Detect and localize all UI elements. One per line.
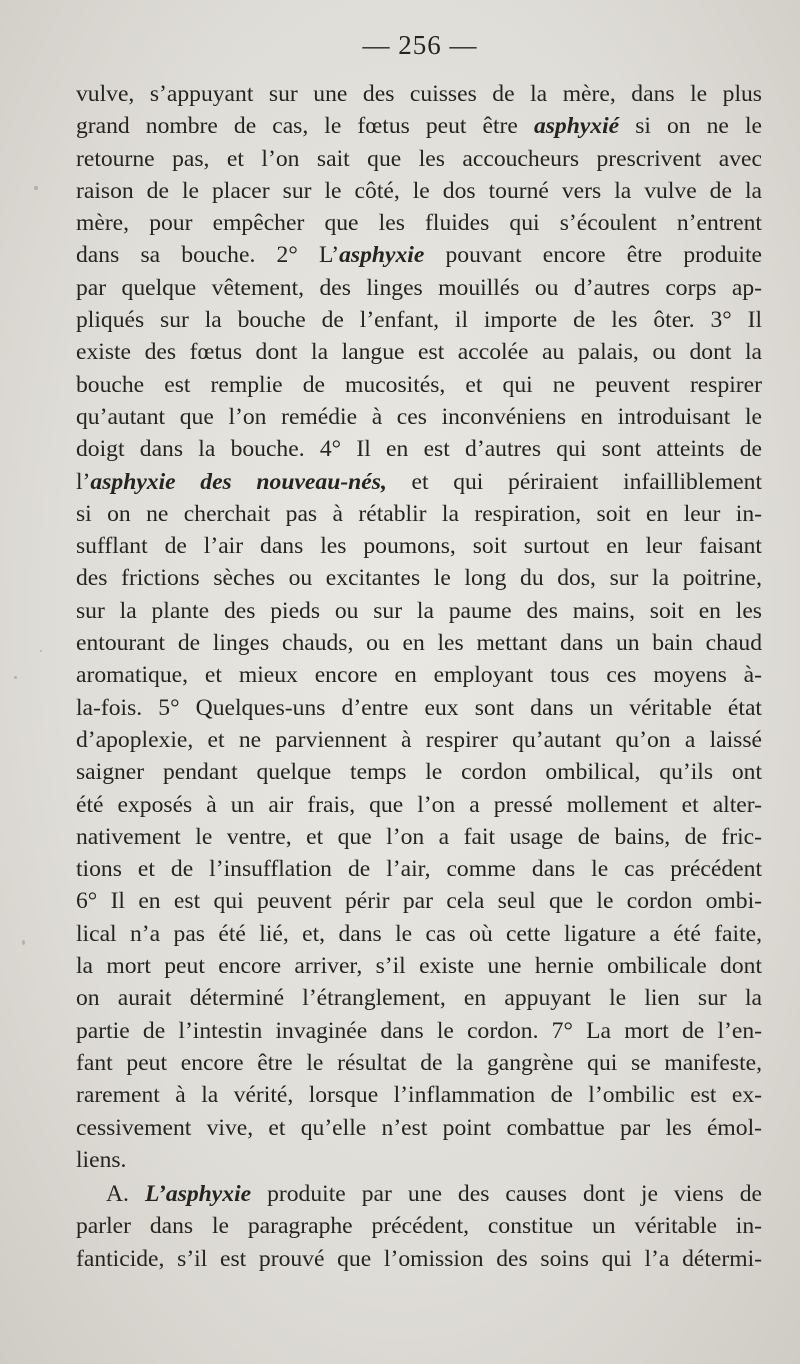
text-line bbox=[76, 918, 762, 950]
text-segment: grand nombre de cas, le fœtus peut être bbox=[76, 113, 534, 140]
text-segment: cessivement vive, et qu’elle n’est point combattue par les émol- bbox=[76, 1114, 762, 1141]
text-segment: l’ bbox=[76, 468, 91, 495]
text-segment: mère, pour empêcher que les fluides qui s’écoulent n’entrent bbox=[76, 210, 762, 237]
text-line bbox=[76, 1243, 762, 1275]
text-segment: parler dans le paragraphe précédent, constitue un véritable in- bbox=[76, 1213, 762, 1240]
text-line bbox=[76, 1112, 762, 1144]
text-line bbox=[76, 433, 762, 465]
text-line bbox=[76, 466, 762, 498]
text-line bbox=[76, 175, 762, 207]
text-segment: produite par une des causes dont je viens de bbox=[251, 1181, 762, 1208]
text-line bbox=[76, 207, 762, 239]
text-segment: entourant de linges chauds, ou en les mettant dans un bain chaud bbox=[76, 630, 762, 657]
text-line bbox=[76, 530, 762, 562]
text-segment: par quelque vêtement, des linges mouillés ou d’autres corps ap- bbox=[76, 274, 762, 301]
text-segment: nativement le ventre, et que l’on a fait usage de bains, de fric- bbox=[76, 823, 762, 850]
italic-term: asphyxie des nouveau-nés, bbox=[90, 468, 387, 495]
text-line bbox=[76, 336, 762, 368]
text-line bbox=[76, 304, 762, 336]
text-line bbox=[76, 627, 762, 659]
text-segment: 6° Il en est qui peuvent périr par cela seul que le cordon ombi- bbox=[76, 888, 762, 915]
paper-speck bbox=[22, 940, 25, 945]
paper-speck bbox=[40, 650, 42, 652]
text-line bbox=[76, 1178, 762, 1210]
text-line bbox=[76, 562, 762, 594]
text-segment: rarement à la vérité, lorsque l’inflammation de l’ombilic est ex- bbox=[76, 1082, 762, 1109]
text-line bbox=[76, 498, 762, 530]
text-segment: d’apoplexie, et ne parviennent à respirer qu’autant qu’on a laissé bbox=[76, 726, 762, 753]
paper-speck bbox=[14, 676, 17, 679]
text-line bbox=[76, 1047, 762, 1079]
text-line bbox=[76, 401, 762, 433]
text-line bbox=[76, 982, 762, 1014]
text-segment: pliqués sur la bouche de l’enfant, il importe de les ôter. 3° Il bbox=[76, 307, 762, 334]
text-segment: aromatique, et mieux encore en employant tous ces moyens à- bbox=[76, 662, 762, 689]
text-segment: sur la plante des pieds ou sur la paume des mains, soit en les bbox=[76, 597, 762, 624]
text-segment: la-fois. 5° Quelques-uns d’entre eux sont dans un véritable état bbox=[76, 694, 762, 721]
text-segment: fant peut encore être le résultat de la gangrène qui se manifeste, bbox=[76, 1049, 762, 1076]
text-line bbox=[76, 272, 762, 304]
text-segment: liens. bbox=[76, 1146, 127, 1173]
text-segment: été exposés à un air frais, que l’on a pressé mollement et alter- bbox=[76, 791, 762, 818]
text-segment: existe des fœtus dont la langue est accolée au palais, ou dont la bbox=[76, 339, 762, 366]
text-line bbox=[76, 239, 762, 271]
text-segment: tions et de l’insufflation de l’air, comme dans le cas précédent bbox=[76, 856, 762, 883]
text-segment: des frictions sèches ou excitantes le long du dos, sur la poitrine, bbox=[76, 565, 762, 592]
text-line bbox=[76, 692, 762, 724]
text-segment: A. bbox=[106, 1181, 145, 1208]
text-segment: retourne pas, et l’on sait que les accoucheurs prescrivent avec bbox=[76, 145, 762, 172]
text-segment: sufflant de l’air dans les poumons, soit surtout en leur faisant bbox=[76, 533, 762, 560]
text-segment: saigner pendant quelque temps le cordon ombilical, qu’ils ont bbox=[76, 759, 762, 786]
text-line bbox=[76, 724, 762, 756]
text-line bbox=[76, 1210, 762, 1242]
italic-term: asphyxie bbox=[339, 242, 425, 269]
text-line bbox=[76, 110, 762, 142]
text-segment: qu’autant que l’on remédie à ces inconvéniens en introduisant le bbox=[76, 403, 762, 430]
text-line bbox=[76, 1079, 762, 1111]
text-segment: bouche est remplie de mucosités, et qui ne peuvent respirer bbox=[76, 371, 762, 398]
text-segment: si on ne le bbox=[619, 113, 762, 140]
text-line bbox=[76, 885, 762, 917]
text-segment: fanticide, s’il est prouvé que l’omission des soins qui l’a détermi- bbox=[76, 1245, 762, 1272]
text-line bbox=[76, 789, 762, 821]
text-segment: et qui périraient infailliblement bbox=[386, 468, 762, 495]
text-line bbox=[76, 756, 762, 788]
text-segment: la mort peut encore arriver, s’il existe une hernie ombilicale dont bbox=[76, 953, 762, 980]
page-number: — 256 — bbox=[362, 30, 478, 60]
text-segment: lical n’a pas été lié, et, dans le cas où cette ligature a été faite, bbox=[76, 920, 762, 947]
text-segment: raison de le placer sur le côté, le dos tourné vers la vulve de la bbox=[76, 177, 762, 204]
text-segment: doigt dans la bouche. 4° Il en est d’autres qui sont atteints de bbox=[76, 436, 762, 463]
text-line bbox=[76, 1015, 762, 1047]
text-segment: si on ne cherchait pas à rétablir la respiration, soit en leur in- bbox=[76, 500, 762, 527]
italic-term: asphyxié bbox=[533, 113, 620, 140]
text-segment: vulve, s’appuyant sur une des cuisses de la mère, dans le plus bbox=[76, 81, 762, 107]
text-segment: partie de l’intestin invaginée dans le cordon. 7° La mort de l’en- bbox=[76, 1017, 762, 1044]
italic-term: L’asphyxie bbox=[144, 1181, 252, 1208]
text-line bbox=[76, 369, 762, 401]
text-segment: pouvant encore être produite bbox=[424, 242, 762, 269]
text-line bbox=[76, 853, 762, 885]
text-segment: dans sa bouche. 2° L’ bbox=[76, 242, 340, 269]
text-line bbox=[76, 143, 762, 175]
text-line bbox=[76, 595, 762, 627]
text-segment: on aurait déterminé l’étranglement, en appuyant le lien sur la bbox=[76, 985, 762, 1012]
text-line bbox=[76, 659, 762, 691]
text-line bbox=[76, 821, 762, 853]
text-line bbox=[76, 1144, 762, 1176]
body-text bbox=[76, 78, 762, 1275]
text-line bbox=[76, 78, 762, 110]
text-line bbox=[76, 950, 762, 982]
paper-speck bbox=[34, 186, 38, 190]
